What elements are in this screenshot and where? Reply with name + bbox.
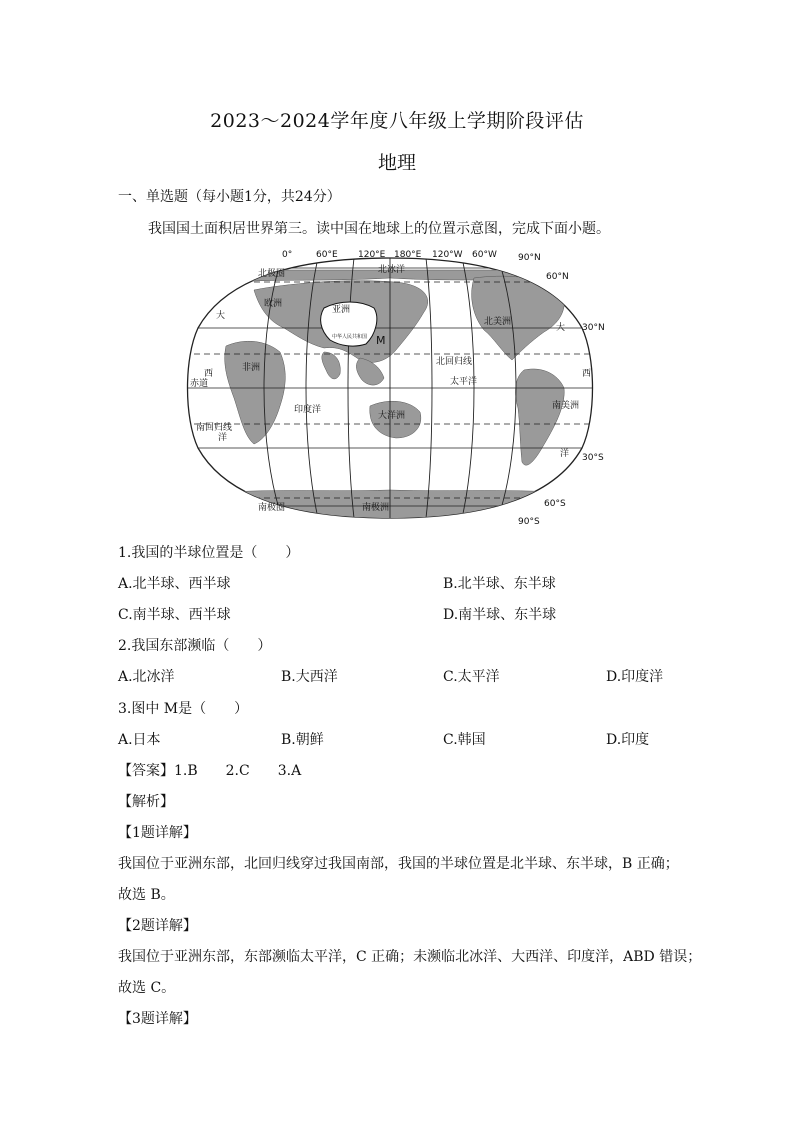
lon-label-60e: 60°E — [316, 250, 338, 260]
label-asia: 亚洲 — [332, 305, 351, 315]
label-atlantic-left-3: 洋 — [218, 433, 228, 443]
lon-label-120e: 120°E — [358, 250, 386, 260]
label-china: 中华人民共和国 — [332, 334, 368, 340]
question-1-option-d[interactable]: D.南半球、东半球 — [443, 607, 557, 623]
label-antarctic-circle: 南极圈 — [258, 503, 286, 513]
lat-label-90n: 90°N — [518, 253, 541, 263]
label-tropic-cancer: 北回归线 — [436, 357, 473, 367]
label-north-america: 北美洲 — [484, 317, 512, 327]
label-pacific: 太平洋 — [450, 377, 478, 387]
intro-text: 我国国土面积居世界第三。读中国在地球上的位置示意图，完成下面小题。 — [148, 221, 610, 237]
question-2-option-a[interactable]: A.北冰洋 — [118, 669, 175, 685]
question-3-option-d[interactable]: D.印度 — [606, 732, 650, 748]
label-atlantic-left-2: 西 — [204, 369, 214, 379]
question-3-option-c[interactable]: C.韩国 — [443, 732, 486, 748]
question-2-stem: 2.我国东部濒临（ ） — [118, 638, 272, 654]
world-map-figure — [184, 248, 605, 527]
detail-1-text: 我国位于亚洲东部，北回归线穿过我国南部，我国的半球位置是北半球、东半球，B 正确； — [118, 856, 679, 872]
detail-1-heading: 【1题详解】 — [118, 825, 197, 841]
lat-label-90s: 90°S — [518, 517, 540, 527]
question-2-option-d[interactable]: D.印度洋 — [606, 669, 664, 685]
label-atlantic-right-2: 西 — [582, 369, 592, 379]
world-map-svg — [184, 248, 605, 527]
analysis-heading: 【解析】 — [118, 794, 174, 810]
detail-2-text: 我国位于亚洲东部，东部濒临太平洋，C 正确；未濒临北冰洋、大西洋、印度洋，ABD 错误； — [118, 949, 702, 965]
question-3-stem: 3.图中 M是（ ） — [118, 701, 249, 717]
question-1-option-b[interactable]: B.北半球、东半球 — [443, 576, 556, 592]
label-south-america: 南美洲 — [552, 401, 580, 411]
label-africa: 非洲 — [242, 363, 261, 373]
label-europe: 欧洲 — [264, 299, 283, 309]
question-1-option-a[interactable]: A.北半球、西半球 — [118, 576, 231, 592]
detail-1-conclusion: 故选 B。 — [118, 887, 175, 903]
question-1-stem: 1.我国的半球位置是（ ） — [118, 545, 300, 561]
detail-2-conclusion: 故选 C。 — [118, 980, 176, 996]
label-arctic-ocean: 北冰洋 — [378, 265, 406, 275]
lon-label-180: 180°E — [394, 250, 422, 260]
label-arctic-circle: 北极圈 — [258, 269, 286, 279]
lon-label-120w: 120°W — [432, 250, 463, 260]
question-2-option-b[interactable]: B.大西洋 — [281, 669, 338, 685]
lat-label-30s: 30°S — [582, 453, 604, 463]
label-equator: 赤道 — [190, 379, 209, 389]
label-indian-ocean: 印度洋 — [294, 405, 322, 415]
lon-label-60w: 60°W — [472, 250, 497, 260]
label-m-marker: M — [376, 334, 386, 347]
label-tropic-capricorn: 南回归线 — [196, 423, 233, 433]
detail-2-heading: 【2题详解】 — [118, 918, 197, 934]
lat-label-60s: 60°S — [544, 499, 566, 509]
answer-line: 【答案】1.B 2.C 3.A — [118, 763, 302, 779]
question-3-option-a[interactable]: A.日本 — [118, 732, 161, 748]
question-1-option-c[interactable]: C.南半球、西半球 — [118, 607, 231, 623]
label-atlantic-left-1: 大 — [216, 311, 226, 321]
lat-label-60n: 60°N — [546, 272, 569, 282]
page-title: 2023～2024学年度八年级上学期阶段评估 — [210, 110, 584, 132]
question-3-option-b[interactable]: B.朝鲜 — [281, 732, 324, 748]
label-atlantic-right-1: 大 — [556, 323, 566, 333]
label-antarctica: 南极洲 — [362, 503, 390, 513]
lon-label-0: 0° — [282, 250, 293, 260]
page-subtitle: 地理 — [377, 152, 416, 174]
label-atlantic-right-3: 洋 — [560, 449, 570, 459]
detail-3-heading: 【3题详解】 — [118, 1011, 197, 1027]
lat-label-30n: 30°N — [582, 323, 605, 333]
label-oceania: 大洋洲 — [378, 411, 406, 421]
section-heading: 一、单选题（每小题1分，共24分） — [118, 189, 341, 205]
question-2-option-c[interactable]: C.太平洋 — [443, 669, 500, 685]
